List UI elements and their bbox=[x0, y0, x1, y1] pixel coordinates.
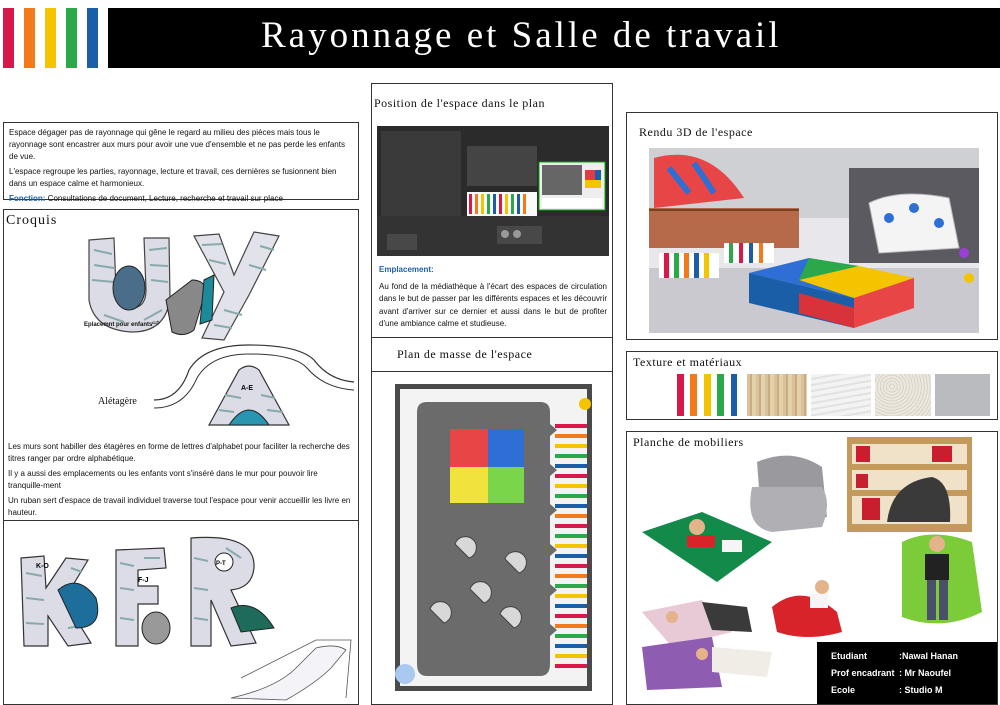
intro-paragraph-1: Espace dégager pas de rayonnage qui gêne le regard au milieu des pièces mais tous le rayonnage sont encastrer aux murs pour avoir une vue d'ensemble et ne pas perde les enfants de vue. bbox=[9, 128, 345, 161]
croquis-title: Croquis bbox=[6, 213, 58, 228]
texture-swatch-grey bbox=[935, 374, 990, 416]
stripe bbox=[66, 8, 77, 68]
rendu-box bbox=[626, 112, 998, 340]
stripe bbox=[45, 8, 56, 68]
fonction-label: Fonction: bbox=[9, 194, 46, 203]
sketch-letters-kfr bbox=[16, 528, 356, 703]
credit-row-prof bbox=[831, 665, 997, 682]
stripe bbox=[3, 8, 14, 68]
floor-mattresses-image bbox=[642, 600, 772, 690]
stripe bbox=[98, 8, 109, 68]
croquis-box bbox=[3, 209, 359, 705]
letter-ae-label: A-E bbox=[241, 385, 254, 392]
credit-label: Etudiant bbox=[831, 651, 867, 661]
emplacement-label: Emplacement: bbox=[379, 265, 434, 274]
credit-value: :Nawal Hanan bbox=[899, 651, 959, 661]
texture-swatch-wood bbox=[747, 374, 807, 416]
arrow-icon: ⇨ bbox=[152, 318, 161, 329]
credits-panel bbox=[817, 642, 997, 704]
texture-swatch-white-stone bbox=[811, 374, 871, 416]
letter-ko-label: K-O bbox=[36, 563, 49, 570]
header-bar bbox=[3, 8, 1000, 68]
stripe bbox=[24, 8, 35, 68]
intro-box bbox=[3, 122, 359, 203]
plan-masse-image bbox=[395, 384, 592, 691]
credit-value: : Studio M bbox=[899, 685, 943, 695]
annotation-etagere: Alétagère bbox=[98, 396, 137, 407]
green-beanbag-image bbox=[902, 535, 982, 624]
intro-fonction bbox=[9, 193, 353, 205]
armchair-image bbox=[750, 456, 827, 532]
stripe bbox=[77, 8, 88, 68]
bookshelf-image bbox=[847, 437, 972, 532]
credit-label: Prof encadrant bbox=[831, 668, 895, 678]
stripe bbox=[14, 8, 25, 68]
green-cushion-image bbox=[642, 512, 772, 582]
color-stripes-logo bbox=[3, 8, 108, 68]
credit-label: Ecole bbox=[831, 685, 856, 695]
divider bbox=[372, 337, 612, 338]
position-box bbox=[371, 83, 613, 705]
mobiliers-title: Planche de mobiliers bbox=[633, 435, 744, 449]
divider bbox=[372, 371, 612, 372]
sketch-letter-a bbox=[149, 340, 359, 432]
red-beanbag-image bbox=[772, 580, 842, 637]
texture-swatch-fabric bbox=[875, 374, 931, 416]
letter-fj-label: F-J bbox=[138, 577, 149, 584]
croquis-description-1: Les murs sont habiller des étagères en forme de lettres d'alphabet pour faciliter la recherche des titres ranger par ordre alphabétique. bbox=[8, 442, 350, 463]
croquis-description-3: Un ruban sert d'espace de travail individuel traverse tout l'espace pour venir accueillir les livre en hauteur. bbox=[8, 496, 351, 517]
annotation-enfants: Eplacemnt pour enfants bbox=[84, 322, 153, 328]
emplacement-block bbox=[379, 264, 607, 331]
position-title: Position de l'espace dans le plan bbox=[374, 96, 545, 110]
croquis-description-2: Il y a aussi des emplacements ou les enfants vont s'inséré dans le mur pour pouvoir lire tranquille-ment bbox=[8, 469, 318, 490]
render-3d-image bbox=[649, 148, 979, 333]
credit-row-ecole bbox=[831, 682, 997, 699]
stripe bbox=[56, 8, 67, 68]
fence bbox=[649, 208, 799, 248]
divider bbox=[4, 520, 358, 521]
plan-masse-title: Plan de masse de l'espace bbox=[397, 347, 533, 361]
floor-plan-image bbox=[377, 126, 609, 256]
mobiliers-box bbox=[626, 431, 998, 705]
rendu-title: Rendu 3D de l'espace bbox=[639, 125, 753, 139]
credit-row-etudiant bbox=[831, 648, 997, 665]
emplacement-text: Au fond de la médiathèque à l'écart des espaces de circulation dans le but de passer par les différents espaces et les découvrir avant d'arriver sur ce dernier et aussi dans le but de profiter d'une ambiance calme et studieuse. bbox=[379, 281, 607, 328]
texture-title: Texture et matériaux bbox=[633, 355, 743, 369]
croquis-description bbox=[8, 441, 354, 522]
letter-pt-label: P-T bbox=[216, 561, 226, 567]
credit-value: : Mr Naoufel bbox=[899, 668, 952, 678]
stripe bbox=[87, 8, 98, 68]
page-title: Rayonnage et Salle de travail bbox=[261, 15, 782, 56]
texture-box bbox=[626, 351, 998, 420]
texture-swatch-stripes bbox=[677, 374, 744, 416]
stripe bbox=[35, 8, 46, 68]
intro-paragraph-2: L'espace regroupe les parties, rayonnage, lecture et travail, ces dernières se fusionnent bien dans un espace calme et harmonieux. bbox=[9, 167, 337, 188]
fonction-text: Consultations de document, Lecture, recherche et travail sur place bbox=[45, 194, 283, 203]
